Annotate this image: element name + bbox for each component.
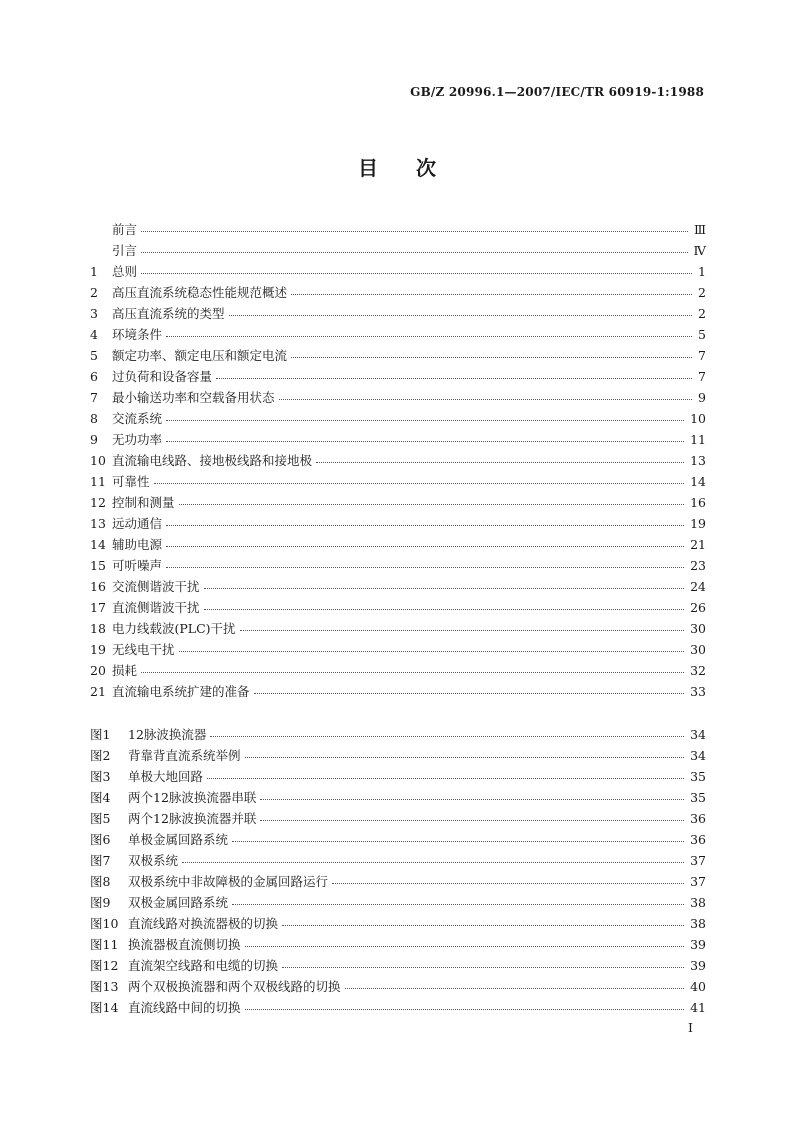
entry-number: 图13: [90, 979, 119, 994]
entry-number: 18: [90, 621, 106, 636]
entry-number: 图6: [90, 832, 111, 847]
toc-entry[interactable]: [90, 555, 706, 576]
toc-entry[interactable]: [90, 513, 706, 534]
figure-entry[interactable]: [90, 934, 706, 955]
entry-page: 2: [698, 285, 706, 300]
dot-leader: [141, 231, 688, 232]
toc-entry[interactable]: [90, 345, 706, 366]
dot-leader: [207, 778, 684, 779]
dot-leader: [204, 588, 685, 589]
entry-title: 12脉波换流器: [128, 727, 207, 742]
entry-number: 4: [90, 327, 98, 342]
entry-number: 11: [90, 474, 106, 489]
entry-page: 35: [690, 790, 706, 805]
entry-title: 额定功率、额定电压和额定电流: [112, 348, 288, 363]
entry-title: 双极系统: [128, 853, 179, 868]
entry-title: 换流器极直流侧切换: [128, 937, 241, 952]
toc-entry[interactable]: [90, 429, 706, 450]
table-of-contents: [90, 219, 706, 702]
entry-title: 过负荷和设备容量: [112, 369, 213, 384]
dot-leader: [166, 441, 684, 442]
dot-leader: [254, 693, 685, 694]
toc-entry[interactable]: [90, 534, 706, 555]
entry-page: 39: [690, 958, 706, 973]
entry-title: 无功功率: [112, 432, 163, 447]
dot-leader: [232, 904, 684, 905]
entry-page: 7: [698, 369, 706, 384]
toc-entry[interactable]: [90, 408, 706, 429]
toc-entry[interactable]: [90, 219, 706, 240]
entry-title: 双极金属回路系统: [128, 895, 229, 910]
entry-page: 34: [690, 727, 706, 742]
toc-entry[interactable]: [90, 597, 706, 618]
entry-number: 9: [90, 432, 98, 447]
figure-entry[interactable]: [90, 766, 706, 787]
figure-entry[interactable]: [90, 787, 706, 808]
dot-leader: [210, 736, 684, 737]
entry-number: 图8: [90, 874, 111, 889]
entry-number: 图3: [90, 769, 111, 784]
entry-number: 20: [90, 663, 106, 678]
entry-page: 36: [690, 832, 706, 847]
dot-leader: [245, 757, 685, 758]
entry-number: 图11: [90, 937, 119, 952]
figure-entry[interactable]: [90, 829, 706, 850]
dot-leader: [204, 609, 685, 610]
entry-number: 13: [90, 516, 106, 531]
dot-leader: [141, 273, 692, 274]
entry-title: 两个12脉波换流器串联: [128, 790, 257, 805]
entry-page: 36: [690, 811, 706, 826]
entry-number: 图1: [90, 727, 111, 742]
entry-title: 双极系统中非故障极的金属回路运行: [128, 874, 329, 889]
entry-title: 高压直流系统的类型: [112, 306, 225, 321]
entry-title: 直流线路中间的切换: [128, 1000, 241, 1015]
dot-leader: [291, 294, 692, 295]
entry-title: 直流侧谐波干扰: [112, 600, 200, 615]
entry-number: 12: [90, 495, 106, 510]
toc-entry[interactable]: [90, 681, 706, 702]
entry-page: 23: [690, 558, 706, 573]
toc-entry[interactable]: [90, 303, 706, 324]
entry-number: 图14: [90, 1000, 119, 1015]
dot-leader: [332, 883, 684, 884]
entry-page: 5: [698, 327, 706, 342]
entry-title: 两个双极换流器和两个双极线路的切换: [128, 979, 341, 994]
entry-page: 19: [690, 516, 706, 531]
entry-title: 环境条件: [112, 327, 163, 342]
dot-leader: [291, 357, 692, 358]
entry-page: 10: [690, 411, 706, 426]
entry-title: 两个12脉波换流器并联: [128, 811, 257, 826]
dot-leader: [166, 567, 684, 568]
entry-page: 38: [690, 895, 706, 910]
dot-leader: [245, 946, 685, 947]
dot-leader: [154, 483, 685, 484]
entry-page: 26: [690, 600, 706, 615]
entry-number: 图12: [90, 958, 119, 973]
entry-number: 图2: [90, 748, 111, 763]
dot-leader: [316, 462, 684, 463]
entry-page: 13: [690, 453, 706, 468]
entry-page: 38: [690, 916, 706, 931]
dot-leader: [179, 651, 685, 652]
dot-leader: [166, 546, 684, 547]
entry-title: 前言: [112, 222, 138, 237]
entry-title: 交流系统: [112, 411, 163, 426]
figure-entry[interactable]: [90, 955, 706, 976]
entry-title: 高压直流系统稳态性能规范概述: [112, 285, 288, 300]
entry-title: 引言: [112, 243, 138, 258]
entry-title: 控制和测量: [112, 495, 175, 510]
entry-number: 10: [90, 453, 106, 468]
toc-entry[interactable]: [90, 576, 706, 597]
entry-page: 34: [690, 748, 706, 763]
entry-page: 2: [698, 306, 706, 321]
entry-number: 图10: [90, 916, 119, 931]
entry-page: 24: [690, 579, 706, 594]
figure-entry[interactable]: [90, 745, 706, 766]
page-title: 目次: [358, 156, 474, 180]
dot-leader: [282, 967, 684, 968]
toc-entry[interactable]: [90, 324, 706, 345]
entry-title: 最小输送功率和空载备用状态: [112, 390, 275, 405]
dot-leader: [166, 420, 684, 421]
toc-entry[interactable]: [90, 639, 706, 660]
dot-leader: [166, 336, 692, 337]
entry-title: 总则: [112, 264, 138, 279]
figure-entry[interactable]: [90, 892, 706, 913]
entry-page: 40: [690, 979, 706, 994]
list-of-figures: [90, 724, 706, 1018]
entry-number: 2: [90, 285, 98, 300]
figure-entry[interactable]: [90, 871, 706, 892]
dot-leader: [216, 378, 692, 379]
dot-leader: [166, 525, 684, 526]
toc-entry[interactable]: [90, 618, 706, 639]
entry-number: 21: [90, 684, 106, 699]
toc-entry[interactable]: [90, 471, 706, 492]
entry-page: 9: [698, 390, 706, 405]
entry-page: 39: [690, 937, 706, 952]
entry-title: 可听噪声: [112, 558, 163, 573]
entry-title: 直流线路对换流器极的切换: [128, 916, 279, 931]
entry-number: 5: [90, 348, 98, 363]
toc-entry[interactable]: [90, 366, 706, 387]
toc-entry[interactable]: [90, 387, 706, 408]
entry-number: 7: [90, 390, 98, 405]
dot-leader: [182, 862, 684, 863]
entry-number: 14: [90, 537, 106, 552]
dot-leader: [179, 504, 685, 505]
entry-number: 15: [90, 558, 106, 573]
entry-page: 11: [690, 432, 706, 447]
entry-title: 单极金属回路系统: [128, 832, 229, 847]
dot-leader: [260, 799, 684, 800]
standard-code: GB/Z 20996.1—2007/IEC/TR 60919-1:1988: [410, 85, 704, 99]
entry-title: 单极大地回路: [128, 769, 204, 784]
entry-title: 远动通信: [112, 516, 163, 531]
entry-page: 33: [690, 684, 706, 699]
toc-entry[interactable]: [90, 492, 706, 513]
toc-entry[interactable]: [90, 660, 706, 681]
entry-page: 21: [690, 537, 706, 552]
entry-page: 37: [690, 874, 706, 889]
entry-number: 8: [90, 411, 98, 426]
entry-title: 背靠背直流系统举例: [128, 748, 241, 763]
toc-entry[interactable]: [90, 261, 706, 282]
dot-leader: [345, 988, 685, 989]
dot-leader: [141, 252, 687, 253]
dot-leader: [229, 315, 692, 316]
dot-leader: [260, 820, 684, 821]
entry-number: 1: [90, 264, 98, 279]
entry-page: 30: [690, 621, 706, 636]
entry-page: 35: [690, 769, 706, 784]
entry-number: 图7: [90, 853, 111, 868]
entry-number: 6: [90, 369, 98, 384]
entry-page: 16: [690, 495, 706, 510]
entry-page: 30: [690, 642, 706, 657]
entry-page: Ⅲ: [693, 222, 706, 237]
entry-title: 无线电干扰: [112, 642, 175, 657]
figure-entry[interactable]: [90, 724, 706, 745]
entry-page: 1: [698, 264, 706, 279]
entry-page: 32: [690, 663, 706, 678]
figure-entry[interactable]: [90, 976, 706, 997]
toc-entry[interactable]: [90, 240, 706, 261]
dot-leader: [282, 925, 684, 926]
entry-number: 19: [90, 642, 106, 657]
toc-entry[interactable]: [90, 282, 706, 303]
entry-title: 交流侧谐波干扰: [112, 579, 200, 594]
entry-page: 14: [690, 474, 706, 489]
figure-entry[interactable]: [90, 913, 706, 934]
entry-number: 17: [90, 600, 106, 615]
entry-number: 图5: [90, 811, 111, 826]
entry-page: 41: [690, 1000, 706, 1015]
figure-entry[interactable]: [90, 808, 706, 829]
entry-title: 直流架空线路和电缆的切换: [128, 958, 279, 973]
entry-number: 图4: [90, 790, 111, 805]
toc-entry[interactable]: [90, 450, 706, 471]
page-number: I: [688, 1020, 693, 1035]
entry-title: 损耗: [112, 663, 138, 678]
entry-number: 图9: [90, 895, 111, 910]
entry-page: 7: [698, 348, 706, 363]
dot-leader: [279, 399, 692, 400]
entry-page: Ⅳ: [693, 243, 706, 258]
entry-title: 电力线载波(PLC)干扰: [112, 621, 236, 636]
entry-number: 16: [90, 579, 106, 594]
entry-page: 37: [690, 853, 706, 868]
figure-entry[interactable]: [90, 850, 706, 871]
dot-leader: [232, 841, 684, 842]
entry-title: 直流输电系统扩建的准备: [112, 684, 250, 699]
figure-entry[interactable]: [90, 997, 706, 1018]
dot-leader: [245, 1009, 685, 1010]
entry-title: 直流输电线路、接地极线路和接地极: [112, 453, 313, 468]
dot-leader: [141, 672, 684, 673]
entry-title: 辅助电源: [112, 537, 163, 552]
entry-number: 3: [90, 306, 98, 321]
dot-leader: [240, 630, 685, 631]
entry-title: 可靠性: [112, 474, 150, 489]
